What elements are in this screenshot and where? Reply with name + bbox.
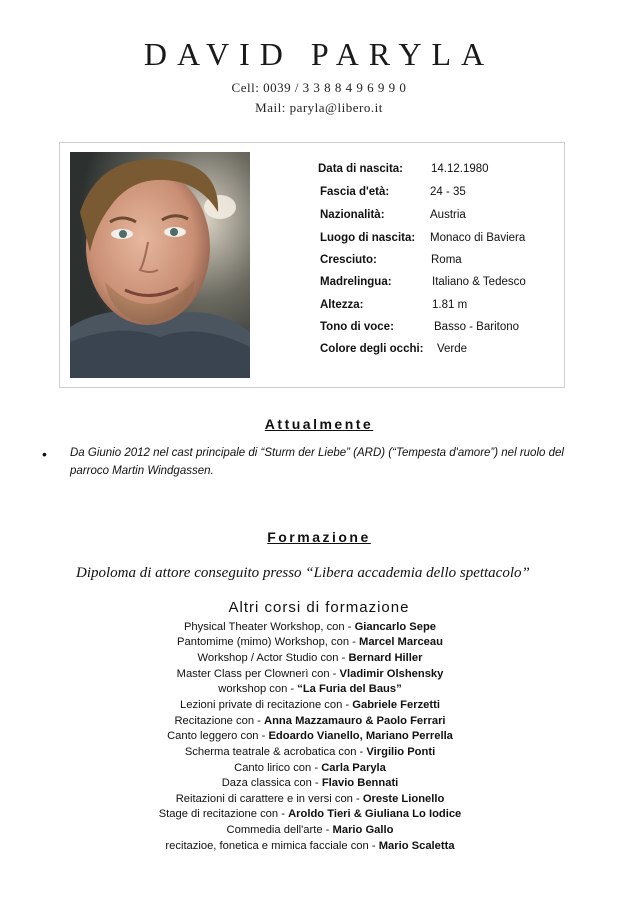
course-item <box>0 636 620 648</box>
course-text: Reitazioni di carattere e in versi con - <box>175 793 363 805</box>
course-text: Canto lirico con - <box>234 762 322 774</box>
course-text: Workshop / Actor Studio con - <box>197 652 349 664</box>
field-label: Nazionalità: <box>320 209 385 221</box>
field-label: Cresciuto: <box>320 254 377 266</box>
field-label: Colore degli occhi: <box>320 343 424 355</box>
field-value: 1.81 m <box>432 299 468 311</box>
course-text: Recitazione con - <box>174 715 264 727</box>
field-value: 24 - 35 <box>430 186 466 198</box>
contact-mail: Mail: paryla@libero.it <box>255 100 383 115</box>
course-teacher: Edoardo Vianello, Mariano Perrella <box>268 730 453 742</box>
course-text: recitazioe, fonetica e mimica facciale con - <box>165 840 379 852</box>
course-teacher: Anna Mazzamauro & Paolo Ferrari <box>264 715 446 727</box>
course-text: workshop con - <box>218 683 298 695</box>
course-text: Pantomime (mimo) Workshop, con - <box>177 636 359 648</box>
course-item <box>0 621 620 633</box>
course-teacher: Giancarlo Sepe <box>354 621 437 633</box>
course-item <box>0 840 620 852</box>
course-text: Physical Theater Workshop, con - <box>183 621 355 633</box>
portrait-photo <box>70 152 250 378</box>
contact-cell: Cell: 0039 / 3 3 8 8 4 9 6 9 9 0 <box>231 80 407 95</box>
other-courses-heading: Altri corsi di formazione <box>228 599 410 616</box>
field-label: Luogo di nascita: <box>320 232 416 244</box>
course-teacher: Virgilio Ponti <box>366 746 436 758</box>
course-item <box>0 824 620 836</box>
course-teacher: Flavio Bennati <box>321 777 399 789</box>
field-value: Verde <box>437 343 468 355</box>
field-label: Madrelingua: <box>320 276 392 288</box>
field-label: Tono di voce: <box>320 321 394 333</box>
field-value: Basso - Baritono <box>434 321 520 333</box>
portrait-image <box>70 152 250 378</box>
field-value: Monaco di Baviera <box>430 232 526 244</box>
course-item <box>0 652 620 664</box>
field-value: Italiano & Tedesco <box>432 276 526 288</box>
course-item <box>0 793 620 805</box>
course-item <box>0 699 620 711</box>
course-item <box>0 746 620 758</box>
course-teacher: Mario Gallo <box>332 824 394 836</box>
bullet-icon: • <box>42 446 47 462</box>
section-title-formazione: Formazione <box>267 529 371 545</box>
course-text: Daza classica con - <box>221 777 322 789</box>
course-teacher: “La Furia del Baus” <box>297 683 402 695</box>
diploma-text: Dipoloma di attore conseguito presso “Libera accademia dello spettacolo” <box>76 565 530 581</box>
course-item <box>0 762 620 774</box>
course-teacher: Mario Scaletta <box>378 840 455 852</box>
course-teacher: Vladimir Olshensky <box>339 668 444 680</box>
course-text: Scherma teatrale & acrobatica con - <box>184 746 367 758</box>
field-label: Altezza: <box>320 299 364 311</box>
field-label: Data di nascita: <box>318 163 403 175</box>
course-text: Stage di recitazione con - <box>158 808 289 820</box>
course-teacher: Bernard Hiller <box>348 652 423 664</box>
course-text: Master Class per Clownerì con - <box>176 668 340 680</box>
course-teacher: Marcel Marceau <box>359 636 443 648</box>
course-item <box>0 668 620 680</box>
course-item <box>0 808 620 820</box>
course-teacher: Aroldo Tieri & Giuliana Lo Iodice <box>288 808 462 820</box>
field-value: Austria <box>430 209 466 221</box>
field-value: Roma <box>431 254 462 266</box>
section-title-attualmente: Attualmente <box>264 416 374 432</box>
course-teacher: Oreste Lionello <box>362 793 445 805</box>
course-teacher: Gabriele Ferzetti <box>352 699 440 711</box>
course-item <box>0 715 620 727</box>
field-value: 14.12.1980 <box>431 163 489 175</box>
course-item <box>0 777 620 789</box>
resume-name: DAVID PARYLA <box>143 36 495 72</box>
field-label: Fascia d'età: <box>320 186 390 198</box>
current-engagement: Da Giunio 2012 nel cast principale di “Sturm der Liebe” (ARD) (“Tempesta d'amore”) nel ruolo del parroco Martin Windgassen. <box>70 447 564 477</box>
course-text: Commedia dell'arte - <box>226 824 333 836</box>
course-item <box>0 730 620 742</box>
course-teacher: Carla Paryla <box>321 762 386 774</box>
course-text: Lezioni private di recitazione con - <box>180 699 353 711</box>
course-item <box>0 683 620 695</box>
course-text: Canto leggero con - <box>167 730 269 742</box>
